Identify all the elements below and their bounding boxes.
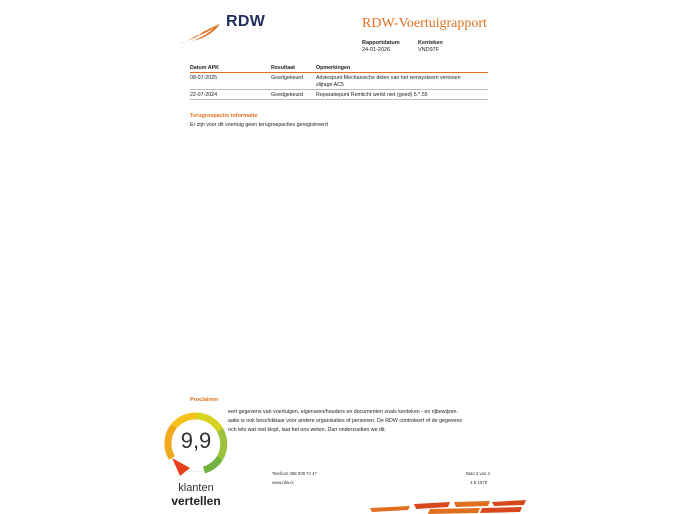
footer-page-number: Blad 3 van 3: [466, 471, 490, 476]
rating-score: 9,9: [180, 428, 212, 453]
logo-text: RDW: [226, 13, 266, 30]
footer-phone: Telefoon 088 008 74 47: [272, 471, 317, 476]
table-row: [190, 73, 488, 90]
plate-value: VND97F: [418, 47, 440, 53]
rating-brand-line-2: vertellen: [171, 494, 221, 508]
apk-table-header: [190, 64, 488, 73]
apk-date: 08-07-2025: [190, 74, 218, 81]
rdw-feather-logo-icon: [178, 22, 222, 46]
apk-remark: Reparatiepunt Remlicht werkt niet (goed) 5.*.55: [316, 91, 428, 98]
report-date-label: Rapportdatum: [362, 40, 400, 46]
column-header-date: Datum APK: [190, 65, 219, 71]
apk-remark-continued: slijtage AC5: [316, 81, 344, 88]
apk-table: [190, 64, 488, 100]
rating-brand-line-1: klanten: [178, 482, 214, 494]
apk-result: Goedgekeurd: [271, 91, 304, 98]
apk-date: 22-07-2024: [190, 91, 218, 98]
recall-section-title: Terugroepactie informatie: [190, 113, 258, 119]
apk-result: Goedgekeurd: [271, 74, 304, 81]
footer-web-link[interactable]: www.rdw.nl: [272, 480, 294, 485]
plate-label: Kenteken: [418, 40, 443, 46]
footer-code: 3 E 1979: [470, 480, 488, 485]
table-row: [190, 90, 488, 100]
column-header-remarks: Opmerkingen: [316, 65, 351, 71]
decorative-stripes-icon: [370, 498, 530, 514]
apk-remark: Adviespunt Mechanische delen van het remsysteem vertonen: [316, 74, 461, 81]
disclaimer-line: och iets wat niet klopt, laat het ons weten. Dan onderzoeken we dit.: [228, 427, 387, 433]
recall-section-text: Er zijn voor dit voertuig geen terugroepacties geregistreerd: [190, 122, 328, 128]
report-date-value: 24-01-2026: [362, 47, 391, 53]
disclaimer-line: eert gegevens van voertuigen, eigenaren/houders en documenten zoals kenteken - en rijbewijzen.: [228, 409, 458, 415]
report-title: RDW-Voertuigrapport: [362, 16, 487, 31]
column-header-result: Resultaat: [271, 65, 295, 71]
disclaimer-title: Proclaimer: [190, 397, 219, 403]
disclaimer-line: aatie is ook beschikbaar voor andere organisaties of personen. De RDW controleert of de gegevens: [228, 418, 463, 424]
